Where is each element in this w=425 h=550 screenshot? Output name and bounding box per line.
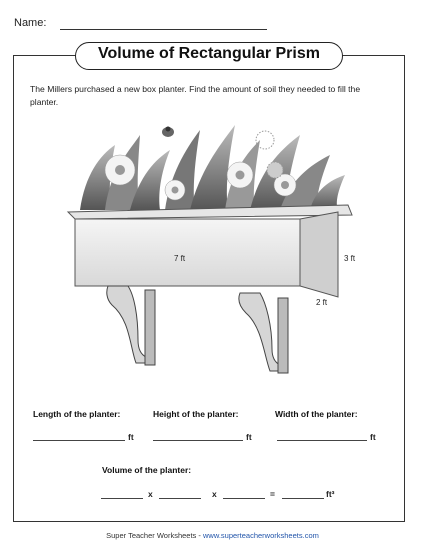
length-question: Length of the planter: [33,409,121,419]
height-question: Height of the planter: [153,409,239,419]
times-sign-2: x [212,489,217,499]
height-answer-blank[interactable] [153,440,243,441]
planter-illustration [60,115,360,375]
planter-brackets [107,286,288,373]
volume-blank-1[interactable] [101,498,143,499]
footer-link[interactable]: www.superteacherworksheets.com [202,531,319,540]
length-unit: ft [128,432,134,442]
name-line[interactable] [60,29,267,30]
length-dimension: 7 ft [174,254,186,263]
problem-prompt: The Millers purchased a new box planter. Find the amount of soil they needed to fill the planter. [30,84,361,107]
length-answer-blank[interactable] [33,440,125,441]
volume-question: Volume of the planter: [102,465,192,475]
height-dimension: 3 ft [344,254,356,263]
planter-box [68,205,352,297]
volume-unit: ft³ [326,489,335,499]
worksheet-title: Volume of Rectangular Prism [98,45,320,62]
name-label: Name: [14,17,47,29]
volume-blank-3[interactable] [223,498,265,499]
height-unit: ft [246,432,252,442]
footer-brand: Super Teacher Worksheets - [106,531,201,540]
width-question: Width of the planter: [275,409,358,419]
width-answer-blank[interactable] [277,440,367,441]
times-sign-1: x [148,489,153,499]
width-unit: ft [370,432,376,442]
volume-answer-blank[interactable] [282,498,324,499]
width-dimension: 2 ft [316,298,328,307]
foliage [80,125,345,210]
volume-blank-2[interactable] [159,498,201,499]
footer [0,531,425,540]
equals-sign: = [270,489,275,499]
